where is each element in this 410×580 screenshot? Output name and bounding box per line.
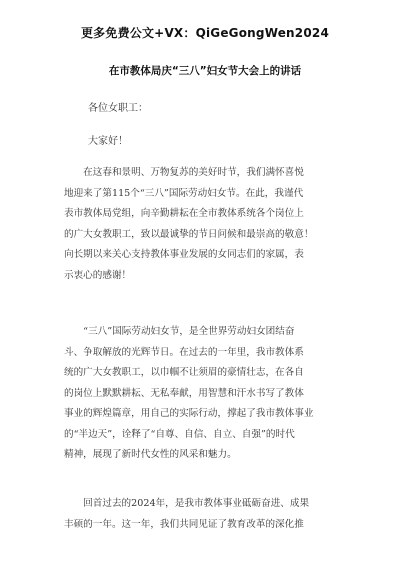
- paragraph-line: “三八”国际劳动妇女节，是全世界劳动妇女团结奋: [64, 326, 295, 337]
- paragraph-line: 丰硕的一年。这一年，我们共同见证了教育改革的深化推: [64, 518, 304, 530]
- paragraph-2: [64, 322, 354, 466]
- paragraph-line: 示衷心的感谢！: [64, 269, 132, 281]
- paragraph-3: [64, 494, 354, 535]
- paragraph-line: 事业的辉煌篇章，用自己的实际行动，撑起了我市教体事业: [64, 408, 314, 419]
- paragraph-line: 的岗位上默默耕耘、无私奉献，用智慧和汗水书写了教体: [64, 387, 304, 399]
- greeting: 大家好！: [88, 136, 128, 147]
- paragraph-line: 的广大女教职工，致以最诚挚的节日问候和最崇高的敬意！: [64, 228, 314, 240]
- paragraph-line: 斗、争取解放的光辉节日。在过去的一年里，我市教体系: [64, 346, 304, 358]
- paragraph-line: 回首过去的2024年，是我市教体事业砥砺奋进、成果: [64, 498, 310, 509]
- paragraph-line: 表市教体局党组，向辛勤耕耘在全市教体系统各个岗位上: [64, 208, 304, 219]
- paragraph-line: 的“半边天”，诠释了“自尊、自信、自立、自强”的时代: [64, 428, 295, 440]
- paragraph-line: 精神，展现了新时代女性的风采和魅力。: [64, 449, 237, 460]
- document-title: 在市教体局庆“三八”妇女节大会上的讲话: [108, 65, 302, 77]
- promo-header: 更多免费公文+VX：QiGeGongWen2024: [80, 26, 329, 40]
- salutation: 各位女职工：: [88, 103, 148, 114]
- paragraph-line: 统的广大女教职工，以巾帼不让须眉的豪情壮志，在各自: [64, 367, 304, 378]
- paragraph-line: 在这春和景明、万物复苏的美好时节，我们满怀喜悦: [64, 167, 304, 178]
- paragraph-1: [64, 163, 354, 286]
- paragraph-line: 地迎来了第115个“三八”国际劳动妇女节。在此，我谨代: [64, 187, 304, 199]
- paragraph-line: 向长期以来关心支持教体事业发展的女同志们的家属，表: [64, 249, 304, 260]
